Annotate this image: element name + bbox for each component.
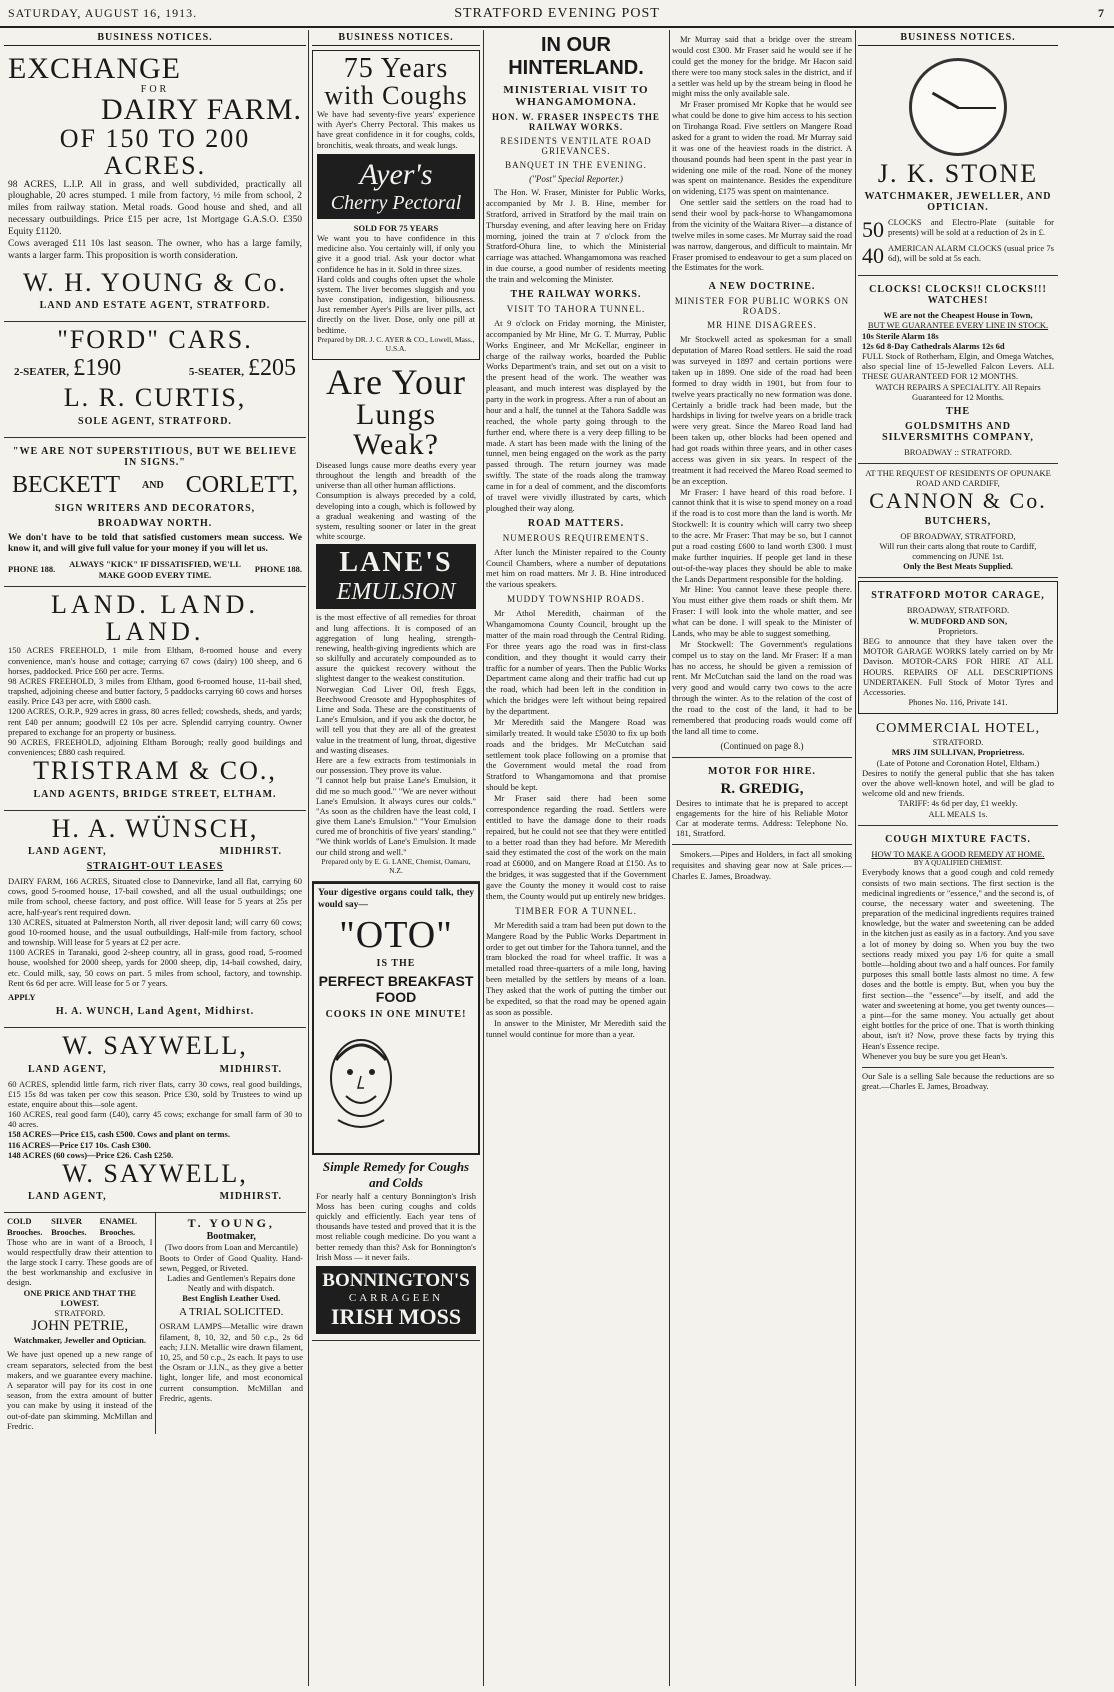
address: (Two doors from Loan and Mercantile): [164, 1242, 298, 1253]
saywell-ad: [4, 1028, 306, 1213]
trade: SIGN WRITERS AND DECORATORS,: [54, 502, 256, 514]
motto: "WE ARE NOT SUPERSTITIOUS, BUT WE BELIEVE IN SIGNS.": [12, 445, 298, 468]
item-text: CLOCKS and Electro-Plate (suitable for presents) will be sold at a reduction of 2s in £.: [888, 217, 1054, 238]
cook-note: COOKS IN ONE MINUTE!: [325, 1008, 467, 1020]
category: ENAMEL Brooches.: [99, 1216, 137, 1237]
smokers-notice: Smokers.—Pipes and Holders, in fact all smoking requisites and shaving gear now at Sale prices.—Charles E. James, Broadway.: [672, 849, 852, 882]
agent-title: LAND AGENT,: [28, 845, 107, 857]
ad-headline-2: with Coughs: [324, 81, 468, 110]
brand-name: "OTO": [339, 913, 453, 956]
merchant-name: JOHN PETRIE,: [31, 1318, 129, 1335]
section-heading: THE RAILWAY WORKS.: [510, 288, 642, 300]
listing: 148 ACRES (60 cows)—Price £26. Cash £250.: [8, 1149, 174, 1160]
the: THE: [945, 405, 971, 417]
young-bootmaker-ad: [156, 1213, 306, 1434]
ad-headline-2: Lungs Weak?: [353, 397, 439, 461]
agent-name: W. SAYWELL,: [62, 1031, 248, 1061]
is-the: IS THE: [376, 957, 416, 969]
ad-headline: MOTOR FOR HIRE.: [708, 765, 816, 777]
brand-name: BONNINGTON'S: [322, 1269, 470, 1291]
ad-body-2: Cows averaged £11 10s last season. The owner, who has a large family, wants a larger farm. This proposition is worth consideration.: [8, 238, 302, 261]
section-subheading: MR HINE DISAGREES.: [707, 320, 817, 331]
article-paragraph: Mr Fraser said there had been some correspondence regarding the road. Settlers were entitled to have the damage done to their roads repaired, but he could not see that they were entitled to a better road than they had before. Mr Meredith said they estimated the cost of the work on the main road at £6000, and on Mangere Road at £150. As to the bridges, it was suggested that if the Government gave the County the money it would cost to raise them, the County would put up entirely new bridges.: [486, 793, 666, 901]
address: BROADWAY, STRATFORD.: [906, 605, 1010, 616]
ad-body: FULL Stock of Rotherham, Elgin, and Omega Watches, also special line of 15-Jewelled Falcon Levers. ALL THESE GUARANTEED FOR 12 MONTHS.: [862, 351, 1054, 382]
merchant-name: CANNON & Co.: [869, 487, 1047, 513]
request: AT THE REQUEST OF RESIDENTS OF OPUNAKE ROAD AND CARDIFF,: [865, 468, 1051, 489]
leather-note: Best English Leather Used.: [182, 1293, 281, 1304]
section-heading: A NEW DOCTRINE.: [708, 281, 816, 293]
listing: DAIRY FARM, 166 ACRES, Situated close to Dannevirke, land all flat, carrying 60 cows, good 5-roomed house, 17-bail cowshed, and all the usual outbuildings; one mile from school, cheese factory, and post office. Will lease for 5 years at 25s per acre, half-year's rent required down.: [8, 875, 302, 917]
ad-headline: "FORD" CARS.: [57, 325, 253, 355]
article-paragraph: The Hon. W. Fraser, Minister for Public Works, accompanied by Mr J. B. Hine, member for Stratford, arrived in Stratford by the mail train on Thursday evening, and after leaving here on Friday morning, joined the train at 7 o'clock from the Stratford-Ohura line, to which the Ministerial carriage was attached. Whangamomona was reached in due course, a good number of residents meeting the train and welcoming the Minister.: [486, 187, 666, 284]
apply: APPLY: [8, 992, 36, 1003]
trade: Bootmaker,: [206, 1231, 256, 1243]
article-paragraph: Mr Fraser: I have heard of this road before. I cannot think that it is wise to spend money on a road if the road is to cost more than the land is worth. Mr Stockwell: It is country which will carry two sheep to the acre. Mr Fraser: That may be so, but I cannot put a road costing £600 to land worth £300. I must make further inquiries. If people get land in these out-of-the-way places they should be able to make the Lands Department responsible for the holding.: [672, 486, 852, 584]
category: COLD Brooches.: [7, 1216, 43, 1237]
article-paragraph: In answer to the Minister, Mr Meredith said the tunnel would continue for more than a year.: [486, 1017, 666, 1039]
merchant-name: R. GREDIG,: [720, 780, 804, 797]
listing: 1100 ACRES in Taranaki, good 2-sheep country, all in grass, good road, 5-roomed house, woolshed for 2000 sheep, yards for 2000 sheep, dip, 14-bail cowshed, dairy, etc. Could milk, say, 50 cows on part. 5 miles from school, factory, and township. Rent 6s 6d per acre. Will lease for 5 or 7 years.: [8, 947, 302, 988]
testimonials: "I cannot help but praise Lane's Emulsion, it did me so much good." "We are never without Lane's Emulsion. It always cures our colds." "As soon as the children have the least cold, I give them Lane's Emulsion." "Your Emulsion cured me of bronchitis of five years' standing." "We think worlds of Lane's Emulsion. It made our child strong and well.": [316, 775, 476, 857]
article-paragraph: Mr Stockwell acted as spokesman for a small deputation of Mareo Road settlers. He said the road was surveyed in 1897 and certain portions were taken up in 1899. One side of the road had been formed to dray width in 1901, but from four to twelve years practically no new formation was done. Certainly a bridle track had been made, but the hardships in living for twelve years on a bridle track were very great. Since the Mareo Road land had been taken up, other blocks had been opened and had got roads within three years, and in other cases access was given in six years. In respect of the treatment it had received the Mareo Road seemed to be an exception.: [672, 334, 852, 486]
column-title: BUSINESS NOTICES.: [312, 30, 480, 46]
listing: 158 ACRES—Price £15, cash £500. Cows and plant on terms.: [8, 1129, 230, 1140]
tristram-land-ad: [4, 587, 306, 811]
section-subheading: NUMEROUS REQUIREMENTS.: [502, 532, 650, 543]
smiling-man-illustration: [318, 1030, 404, 1136]
ad-body-2: Ladies and Gentlemen's Repairs done Neatly and with dispatch.: [167, 1272, 296, 1294]
ayers-cherry-pectoral-ad: [312, 50, 480, 360]
byline: ("Post" Special Reporter.): [529, 174, 623, 184]
commercial-hotel-ad: [858, 717, 1058, 826]
bonningtons-irish-moss-ad: [312, 1155, 480, 1341]
ad-lead: WE are not the Cheapest House in Town,: [883, 310, 1033, 321]
article-paragraph: Mr Meredith said a tram had been put down to the Mangere Road by the Public Works Department in order to get out timber for the Tahora tunnel, and the tram blocked the road for wheel traffic. It was a metalled road three-quarters of a mile long, having been metalled by the settlers by means of a loan. They asked that the work of putting the timber out be expedited, so that the road may be opened again as soon as possible.: [486, 919, 666, 1017]
ad-headline: LAND. LAND. LAND.: [51, 589, 259, 647]
merchant-name: W. MUDFORD AND SON,: [908, 615, 1008, 626]
section-subheading: VISIT TO TAHORA TUNNEL.: [506, 303, 646, 314]
ad-headline: 75 Years: [343, 53, 449, 84]
separator-notice: We have just opened up a new range of cream separators, selected from the best makers, and we guarantee every machine. A separator will pay for its cost in one season, from the extra amount of butter you can make by using it instead of the out-of-date pan skimming. McMillan and Fredric.: [7, 1349, 153, 1431]
newspaper-title: STRATFORD EVENING POST: [454, 6, 660, 21]
phone: PHONE 188.: [8, 564, 56, 575]
ad-body-4: Norwegian Cod Liver Oil, fresh Eggs, Beechwood Creosote and Hypophosphites of Lime and Soda. These are the constituents of Lane's Emulsion, and if you ask the doctor, he will tell you that they are all of the greatest value in the treatment of lung, throat, digestive and wasting diseases.: [316, 683, 476, 755]
article-paragraph: Mr Stockwell: The Government's regulations compel us to stay on the land. Mr Fraser: If a man has no access, he should be given a remission of rent. Mr McCutchan said the land on the road was very good and would carry two cows to the acre through the winter. As to the relation of the cost of the road to the cost of the land, it had to be remembered that producing roads would come off the land all time to come.: [672, 638, 852, 736]
listing: 116 ACRES—Price £17 10s. Cash £300.: [8, 1139, 151, 1150]
agent-title: LAND AGENT,: [28, 1063, 107, 1075]
ad-body: Will run their carts along that route to Cardiff, commencing on JUNE 1st.: [879, 540, 1037, 562]
listing: 90 ACRES, FREEHOLD, adjoining Eltham Borough; really good buildings and conveniences; £880 cash required.: [8, 737, 302, 758]
guarantee: BUT WE GUARANTEE EVERY LINE IN STOCK.: [867, 320, 1049, 331]
article-subhead: HON. W. FRASER INSPECTS THE RAILWAY WORKS.: [492, 112, 660, 132]
company-name: GOLDSMITHS AND SILVERSMITHS COMPANY,: [882, 420, 1034, 443]
address: BROADWAY :: STRATFORD.: [904, 446, 1012, 457]
ad-body: Those who are in want of a Brooch, I would respectfully draw their attention to the large stock I carry. These goods are of the best workmanship and exclusive in design.: [7, 1236, 153, 1288]
cannon-butchers-ad: [858, 464, 1058, 578]
listing: 160 ACRES, real good farm (£40), carry 45 cows; exchange for small farm of 30 to 40 acres.: [8, 1109, 302, 1130]
agent-name: W. SAYWELL,: [62, 1159, 248, 1189]
section-subheading: MINISTER FOR PUBLIC WORKS ON ROADS.: [674, 296, 850, 317]
exchange-dairy-farm-ad: [4, 50, 306, 322]
listing: 130 ACRES, situated at Palmerston North, all river deposit land; will carry 60 cows; good 10-roomed house, and the usual outbuildings, Half-mile from factory, school and township. Will lease for 5 years at £2 per acre.: [8, 916, 302, 948]
listing: 150 ACRES FREEHOLD, 1 mile from Eltham, 8-roomed house and every convenience, man's house and cottage; carrying 67 cows (dairy) 100 sheep, and 6 horses, paddocked. Price £60 per acre. Terms.: [8, 645, 302, 676]
agent-name: TRISTRAM & CO.,: [33, 756, 277, 786]
phone: Phones No. 116, Private 141.: [908, 697, 1008, 708]
repairs: WATCH REPAIRS A SPECIALITY. All Repairs Guaranteed for 12 Months.: [875, 381, 1041, 402]
tariff: TARIFF: 4s 6d per day, £1 weekly.: [898, 798, 1018, 809]
stone-watchmaker-ad: [858, 50, 1058, 276]
price-label: 5-SEATER,: [188, 366, 244, 379]
ad-headline: Simple Remedy for Coughs and Colds: [322, 1158, 470, 1190]
ad-body-5: Here are a few extracts from testimonials in our possession. They prove its value.: [316, 754, 476, 776]
agent-name: H. A. WÜNSCH,: [51, 813, 259, 843]
agent-subtitle: SOLE AGENT, STRATFORD.: [78, 415, 232, 427]
wunsch-leases-ad: [4, 811, 306, 1029]
lanes-emulsion-ad: [312, 360, 480, 882]
brand-name-2: CARRAGEEN: [348, 1291, 444, 1304]
column-business-notices-2: [312, 30, 480, 1686]
ad-body: 98 ACRES, L.I.P. All in grass, and well subdivided, practically all ploughable, 20 acres stumped. 1 mile from factory, ½ mile from school, 2 miles from railway station. Metal roads. Good house and shed, and all necessary outbuildings. Price £15 per acre, 1st Mortgage G.A.S.O. £350 Equity £1120.: [8, 179, 302, 238]
ad-body-2: We want you to have confidence in this medicine also. You certainly will, if only you give it a good trial. Ask your doctor what confidence he has in it. Sold in three sizes.: [317, 232, 475, 274]
article-headline: IN OUR HINTERLAND.: [508, 34, 644, 79]
article-paragraph: Mr Athol Meredith, chairman of the Whangamomona County Council, brought up the matter of the main road through the Central Riding. For three years ago the road was in first-class condition, and they thought it would carry their traffic for a number of years. Then the Public Works Department came along and their traffic had cut up the road, which had been left in the condition in which the bridges were left without being repaired by the department.: [486, 608, 666, 716]
ad-body: For nearly half a century Bonnington's Irish Moss has been curing coughs and colds quickly and efficiently. Each year tens of thousands have tested and proved that it is the most reliable cough medicine. Do you want a better remedy than this? Ask for Bonnington's Irish Moss — it never fails.: [316, 1190, 476, 1262]
petrie-jeweller-ad: [4, 1213, 156, 1434]
firm-and: AND: [142, 479, 164, 491]
article-paragraph: At 9 o'clock on Friday morning, the Minister, accompanied by Mr Hine, Mr G. T. Murray, Public Works Engineer, and Mr McKellar, engineer in charge of the railway works, boarded the Public Works Department's train, and set out on a visit to the present head of the work. The weather was pleasant, and much interest was displayed by the party in the work in progress. After a run of about an hour and a half, the tunnel at the Tahora Saddle was reached, the whole party going through to the further end, where there is a very deep filling to be made. A start has been made with the lining of the tunnel, men being engaged on the work as the party passed through. The return journey was made swiftly. The state of the roads along the tramway came in for a deal of comment, and the discomforts of travel were vividly illustrated by carts, which ploughed their way along.: [486, 317, 666, 513]
price-line: 10s Sterile Alarm 18s: [862, 330, 939, 341]
ad-body-2: Consumption is always preceded by a cold, developing into a cough, which is followed by a gradual weakening and wasting of the system, resulting sooner or later in the great white scourge.: [316, 490, 476, 542]
slogan: ONE PRICE AND THAT THE LOWEST.: [23, 1287, 136, 1308]
column-business-notices-1: [4, 30, 306, 1686]
previous-hotel: (Late of Potone and Coronation Hotel, Eltham.): [876, 757, 1040, 768]
article-subhead: BANQUET IN THE EVENING.: [505, 160, 647, 170]
address: OF BROADWAY, STRATFORD,: [900, 530, 1016, 541]
column-title: BUSINESS NOTICES.: [858, 30, 1058, 46]
agent-subtitle: LAND AGENTS, BRIDGE STREET, ELTHAM.: [33, 788, 277, 800]
firm-name: CORLETT,: [185, 471, 298, 498]
article-paragraph: Mr Hine: You cannot leave these people there. You must either give them roads or shift them. Mr Fraser: I will look into the whole matter, and see what can be done. I will speak to the Minister of Lands, who may be able to suggest something.: [672, 584, 852, 638]
ad-headline: Are Your: [325, 361, 466, 402]
ad-lead: Your digestive organs could talk, they would say—: [318, 887, 474, 910]
ad-body: Desires to notify the general public that she has taken over the above well-known hotel, and will be glad to welcome old and new friends.: [862, 767, 1054, 799]
proprietors: Proprietors.: [938, 625, 978, 636]
ad-body: We have had seventy-five years' experience with Ayer's Cherry Pectoral. This makes us have great confidence in it for coughs, colds, bronchitis, weak throats, and weak lungs.: [317, 109, 475, 150]
tagline: PERFECT BREAKFAST FOOD: [318, 972, 474, 1005]
trade: WATCHMAKER, JEWELLER, AND OPTICIAN.: [864, 191, 1052, 214]
continued-note: (Continued on page 8.): [720, 740, 804, 751]
town: STRATFORD.: [932, 737, 984, 748]
maker: Prepared only by E. G. LANE, Chemist, Oamaru, N.Z.: [321, 856, 471, 875]
town: STRATFORD.: [54, 1308, 106, 1319]
category: SILVER Brooches.: [51, 1216, 87, 1237]
issue-date: SATURDAY, AUGUST 16, 1913.: [8, 6, 198, 20]
oto-breakfast-food-ad: [312, 882, 480, 1155]
column-business-notices-3: [858, 30, 1058, 1686]
sold-tag: SOLD FOR 75 YEARS: [353, 222, 439, 233]
article-paragraph: Mr Meredith said the Mangere Road was similarly treated. It would take £5030 to fix up both roads and the bridges. Mr McCutchan said settlement took place following on a promise that the Government would metal the road from Stratford to Whangamomona and that promise should be kept.: [486, 716, 666, 793]
section-heading: STRAIGHT-OUT LEASES: [86, 860, 224, 872]
trade: BUTCHERS,: [924, 515, 992, 527]
maker: Prepared by DR. J. C. AYER & CO., Lowell, Mass., U.S.A.: [317, 334, 475, 353]
brand-name: LANE'S: [339, 547, 453, 579]
ad-headline: CLOCKS! CLOCKS!! CLOCKS!!! WATCHES!: [869, 284, 1047, 307]
price-value: £205: [248, 355, 296, 382]
ad-for: FOR: [140, 84, 170, 95]
article-paragraph: After lunch the Minister repaired to the County Council Chambers, where a number of deputations met him on road matters. Mr J. B. Hine introduced the various speakers.: [486, 546, 666, 590]
article-subhead: RESIDENTS VENTILATE ROAD GRIEVANCES.: [500, 136, 652, 156]
listing: 98 ACRES FREEHOLD, 3 miles from Eltham, good 6-roomed house, 11-bail shed, trapshed, adjoining cheese and butter factory, 5 paddocks carrying 60 cows and horses easily. Price £43 per acre, with £800 cash.: [8, 675, 302, 707]
agent-title: LAND AGENT,: [28, 1191, 107, 1203]
firm-name: BECKETT: [12, 471, 120, 498]
article-paragraph: Mr Murray said that a bridge over the stream would cost £300. Mr Fraser said he would see if he could get the money for the bridge. Mr Hacon said there were too many stock sales in the district, and if a settler was held up by the stream being in flood he might miss the only available sale.: [672, 34, 852, 99]
osram-notice: OSRAM LAMPS—Metallic wire drawn filament, 8, 10, 32, and 50 c.p., 2s 6d each; J.I.N. Metallic wire drawn filament, 10, 25, and 50 c.p., 2s each. It pays to use the Osram or J.I.N., as they give a better light, longer life, and most economical current consumption. McMillan and Fredric, agents.: [159, 1321, 303, 1403]
clock-icon: [909, 58, 1007, 156]
price-label: 2-SEATER,: [14, 366, 70, 379]
ad-headline-2: DAIRY FARM.: [100, 93, 302, 126]
motor-hire-ad: [672, 757, 852, 846]
ad-headline-3: OF 150 TO 200 ACRES.: [59, 124, 251, 181]
brand-name-2: Cherry Pectoral: [330, 191, 462, 214]
article-paragraph: One settler said the settlers on the road had to send their wool by pack-horse to Whangamomona from the vicinity of the Waitara River—a distance of twelve miles in some cases. Mr Murray said the road was narrow, dangerous, and difficult to maintain. Mr Fraser promised to endeavour to get a sum placed on the Estimates for the work.: [672, 197, 852, 273]
page-header: [0, 0, 1114, 28]
ad-body: Diseased lungs cause more deaths every year throughout the length and breadth of the universe than all other human afflictions.: [316, 459, 476, 491]
trade: Watchmaker, Jeweller and Optician.: [13, 1335, 146, 1346]
ad-body: Desires to intimate that he is prepared to accept engagements for the hire of his Reliable Motor Car at moderate terms. Address: Telephone No. 181, Stratford.: [676, 797, 848, 839]
article-subhead: MINISTERIAL VISIT TO WHANGAMOMONA.: [503, 84, 649, 108]
trial: A TRIAL SOLICITED.: [179, 1306, 284, 1319]
ad-headline: EXCHANGE: [8, 52, 181, 85]
proprietress: MRS JIM SULLIVAN, Proprietress.: [891, 747, 1025, 758]
listing: 1200 ACRES, O.R.P., 929 acres in grass, 80 acres felled; cowsheds, sheds, and yards; rent £40 per annum; goodwill £2 10s per acre. Splendid carrying country. Owner prepared to exchange for an property or business.: [8, 706, 302, 737]
article-continuation: [672, 30, 852, 1686]
column-rule: [669, 30, 670, 1686]
ad-subheadline: HOW TO MAKE A GOOD REMEDY AT HOME.: [871, 848, 1045, 859]
item-text: AMERICAN ALARM CLOCKS (usual price 7s 6d), will be sold at 5s each.: [888, 243, 1054, 264]
signature: H. A. WUNCH, Land Agent, Midhirst.: [55, 1006, 255, 1018]
reminder: Whenever you buy be sure you get Hean's.: [862, 1050, 1008, 1061]
agent-name: L. R. CURTIS,: [63, 383, 247, 413]
item-number: 40: [862, 243, 884, 269]
agent-town: MIDHIRST.: [219, 1191, 282, 1203]
listing: 60 ACRES, splendid little farm, rich river flats, carry 30 cows, real good buildings, £15 15s 8d was taken per cow this season. Price £30, sold by Trustees to wind up estate, enquire about this—sole agent.: [8, 1078, 302, 1109]
item-number: 50: [862, 217, 884, 243]
article-paragraph: Mr Fraser promised Mr Kopke that he would see what could be done to give him access to his section on Tirohanga Road. Five settlers on Mangere Road asked for a grant to widen the road. Mr Murray said it was one of the heaviest roads in the district. A thousand pounds had been spent in the past year in widening one mile of the road. None of the money was spent on maintenance. Besides the expenditure on widening, £175 was spent on maintenance.: [672, 99, 852, 197]
merchant-name: T. YOUNG,: [187, 1216, 275, 1231]
section-subheading: MUDDY TOWNSHIP ROADS.: [507, 594, 645, 605]
agent-town: MIDHIRST.: [219, 845, 282, 857]
hotel-name: COMMERCIAL HOTEL,: [875, 721, 1041, 737]
meals: ALL MEALS 1s.: [928, 808, 988, 819]
column-rule: [855, 30, 856, 1686]
ad-body: Boots to Order of Good Quality. Hand-sewn, Pegged, or Riveted.: [159, 1252, 303, 1273]
phone: PHONE 188.: [254, 564, 302, 575]
article-hinterland: [486, 30, 666, 1686]
ad-body-3: is the most effective of all remedies for throat and lung affections. It is composed of an aggregation of lung healing, strength-renewing, health-giving ingredients which are so skilfully and accurately compounded as to assure the quickest recovery without the slightest danger to the weakest constitution.: [316, 612, 476, 684]
motor-garage-ad: [858, 581, 1058, 714]
ad-body: Everybody knows that a good cough and cold remedy consists of two main sections. The first section is the medicinal ingredients or "essence," and the second is, of course, the necessary water and sweetening. The preparation of the medicinal ingredients requires trained knowledge, but the water and sweetening can be added in the kitchen just as easily as in a factory. And you save a lot of money by doing so. When you buy the two sections ready mixed you pay 1/6 for quite a small bottle—holding about two and a half ounces. For family purposes this small bottle lasts almost no time. A few doses and the bottle is empty. But, when you buy the first section—the "essence"—by itself, and add the water and sweetening at home, you get twenty ounces—a pint—for the same money. You actually get about eight bottles for the price of one. That is worth thinking about, isn't it? Now, prove these facts by trying this Hean's Essence recipe.: [862, 867, 1054, 1051]
slogan: ALWAYS "KICK" IF DISSATISFIED, WE'LL MAKE GOOD EVERY TIME.: [69, 559, 241, 580]
byline: BY A QUALIFIED CHEMIST.: [913, 858, 1003, 867]
brand-name-2: EMULSION: [336, 579, 456, 606]
merchant-name: J. K. STONE: [877, 159, 1039, 188]
beckett-corlett-ad: [4, 438, 306, 587]
ford-cars-ad: [4, 322, 306, 438]
column-rule: [483, 30, 484, 1686]
ad-body: BEG to announce that they have taken over the MOTOR GARAGE WORKS lately carried on by Mr Davison. MOTOR-CARS FOR HIRE AT ALL HOURS. REPAIRS OF ALL DESCRIPTIONS UNDERTAKEN. Full Stock of Motor Tyres and Accessories.: [863, 635, 1053, 697]
agent-town: MIDHIRST.: [219, 1063, 282, 1075]
sale-notice: Our Sale is a selling Sale because the reductions are so great.—Charles E. James, Broadway.: [862, 1067, 1054, 1091]
address: BROADWAY NORTH.: [97, 517, 213, 529]
ad-body: We don't have to be told that satisfied customers mean success. We know it, and will give full value for your money if you will let us.: [8, 532, 302, 555]
price-line: 12s 6d 8-Day Cathedrals Alarms 12s 6d: [862, 340, 1005, 351]
section-heading: ROAD MATTERS.: [527, 517, 625, 529]
column-rule: [308, 30, 309, 1686]
tagline: Only the Best Meats Supplied.: [903, 561, 1013, 572]
section-subheading: TIMBER FOR A TUNNEL.: [515, 905, 637, 916]
goldsmiths-clocks-ad: [858, 276, 1058, 464]
ad-headline: COUGH MIXTURE FACTS.: [885, 833, 1031, 845]
cough-mixture-article: [858, 826, 1058, 1098]
brand-name-3: IRISH MOSS: [330, 1303, 462, 1329]
agent-name: W. H. YOUNG & Co.: [23, 267, 287, 297]
ad-body-3: Hard colds and coughs often upset the whole system. The liver becomes sluggish and you have constipation, indigestion, biliousness. Just remember Ayer's Pills are liver pills, act directly on the liver. Dose, only one pill at bedtime.: [317, 273, 475, 335]
brand-name: Ayer's: [359, 157, 433, 191]
page-number: 7: [1098, 6, 1104, 20]
ad-headline: STRATFORD MOTOR CARAGE,: [871, 590, 1045, 602]
column-title: BUSINESS NOTICES.: [4, 30, 306, 46]
agent-subtitle: LAND AND ESTATE AGENT, STRATFORD.: [39, 300, 271, 312]
price-value: £190: [73, 355, 122, 382]
